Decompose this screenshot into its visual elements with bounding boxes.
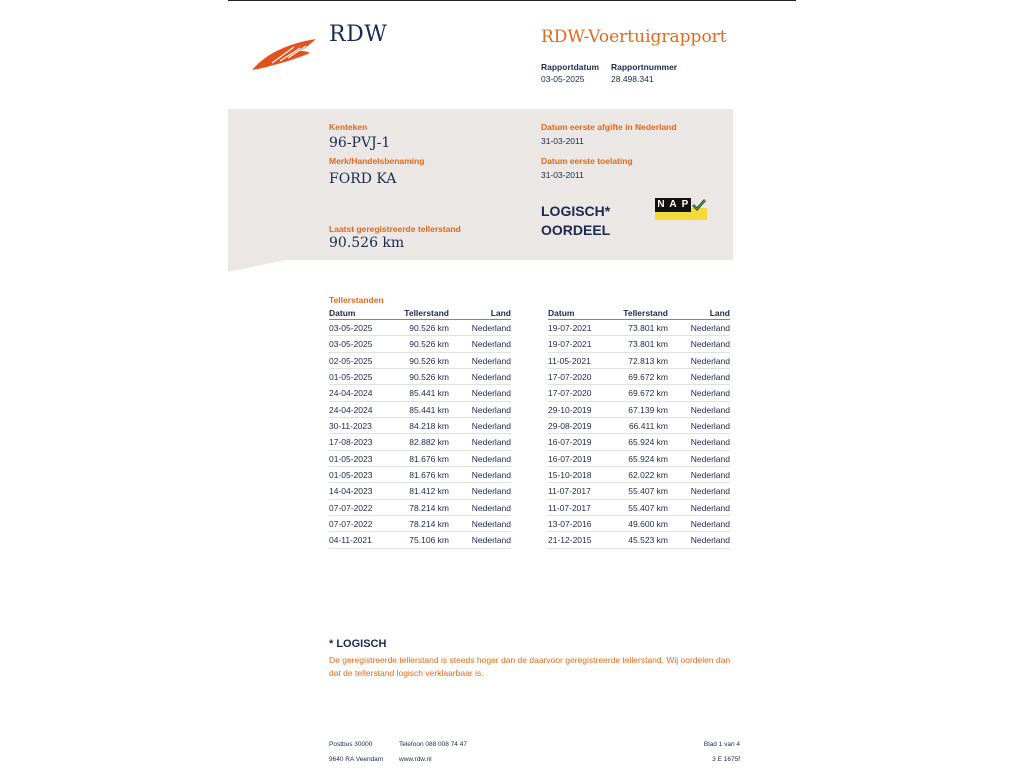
column-header-km: Tellerstand [623,308,668,318]
row-date: 29-08-2019 [548,421,592,432]
table-body-right [548,320,730,549]
first-admission-value: 31-03-2011 [541,170,584,180]
km-value: 90.526 km [329,235,405,251]
row-tellerstand: 67.139 km [628,404,668,415]
tellerstanden-table-right [548,308,730,549]
row-date: 02-05-2025 [329,355,373,366]
row-tellerstand: 73.801 km [628,323,668,333]
first-nl-value: 31-03-2011 [541,136,584,146]
report-number-label: Rapportnummer [611,62,678,72]
row-land: Nederland [471,404,511,415]
row-land: Nederland [690,388,730,399]
verdict-line-1: LOGISCH* [541,203,611,219]
verdict [541,202,610,240]
brand-name: RDW [329,22,388,47]
table-row [329,369,511,385]
nap-letter-a: A [667,198,679,212]
row-tellerstand: 75.106 km [409,535,449,546]
row-date: 24-04-2024 [329,404,373,415]
row-date: 17-07-2020 [548,388,592,399]
table-header [329,308,511,320]
row-land: Nederland [471,355,511,366]
row-date: 16-07-2019 [548,437,592,448]
row-land: Nederland [690,535,730,546]
row-land: Nederland [471,388,511,399]
table-row [548,483,730,499]
row-tellerstand: 55.407 km [628,486,668,497]
row-tellerstand: 69.672 km [628,372,668,383]
row-tellerstand: 55.407 km [628,502,668,513]
row-tellerstand: 81.676 km [409,470,449,481]
row-tellerstand: 84.218 km [409,421,449,432]
row-land: Nederland [471,421,511,432]
row-tellerstand: 82.882 km [409,437,449,448]
row-date: 11-07-2017 [548,486,591,497]
row-tellerstand: 62.022 km [628,470,668,481]
tellerstanden-table-left [329,308,511,549]
report-title: RDW-Voertuigrapport [541,27,727,47]
row-land: Nederland [471,519,511,530]
row-land: Nederland [690,339,730,350]
row-land: Nederland [690,470,730,481]
row-date: 15-10-2018 [548,470,592,481]
report-date: 03-05-2025 [541,74,585,84]
row-tellerstand: 81.676 km [409,453,449,464]
row-date: 07-07-2022 [329,502,373,513]
first-admission-label: Datum eerste toelating [541,156,633,166]
row-land: Nederland [471,372,511,383]
table-row [548,385,730,401]
table-row [329,532,511,548]
table-row [548,516,730,532]
verdict-line-2: OORDEEL [541,222,611,238]
row-land: Nederland [690,502,730,513]
row-date: 13-07-2016 [548,519,592,530]
checkmark-icon [691,197,707,213]
row-tellerstand: 81.412 km [409,486,449,497]
row-tellerstand: 69.672 km [628,388,668,399]
table-row [548,434,730,450]
row-land: Nederland [690,519,730,530]
column-header-date: Datum [329,308,356,318]
report-number: 28.498.341 [611,74,654,84]
km-label: Laatst geregistreerde tellerstand [329,224,461,234]
table-row [548,353,730,369]
row-land: Nederland [471,339,511,350]
nap-letter-n: N [655,198,667,212]
row-date: 29-10-2019 [548,404,592,415]
row-land: Nederland [471,453,511,464]
row-land: Nederland [690,404,730,415]
report-date-label: Rapportdatum [541,62,600,72]
table-row [329,434,511,450]
row-date: 17-08-2023 [329,437,373,448]
row-tellerstand: 90.526 km [409,339,449,350]
row-tellerstand: 66.411 km [628,421,668,432]
row-land: Nederland [471,486,511,497]
table-row [329,353,511,369]
row-tellerstand: 72.813 km [628,355,668,366]
kenteken-label: Kenteken [329,122,368,132]
row-land: Nederland [690,486,730,497]
logisch-text: De geregistreerde tellerstand is steeds hoger dan de daarvoor geregistreerde tellerstand. Wij oordelen dan dat de tellerstand logisch verklaarbaar is. [329,655,731,678]
row-date: 21-12-2015 [548,535,592,546]
table-row [548,336,730,352]
row-tellerstand: 90.526 km [409,372,449,383]
table-body-left [329,320,511,549]
row-tellerstand: 49.600 km [628,519,668,530]
row-tellerstand: 65.924 km [628,453,668,464]
table-row [329,483,511,499]
row-date: 01-05-2023 [329,453,373,464]
row-date: 01-05-2023 [329,470,373,481]
row-land: Nederland [690,355,730,366]
table-row [329,516,511,532]
row-date: 03-05-2025 [329,323,373,333]
row-tellerstand: 73.801 km [628,339,668,350]
footer-page: Blad 1 van 4 [703,741,740,748]
table-row [329,418,511,434]
summary-box-tail [228,259,291,272]
footer-postbus: Postbus 30000 [329,741,373,748]
table-row [329,336,511,352]
table-row [548,320,730,336]
row-tellerstand: 90.526 km [409,355,449,366]
logisch-title: * LOGISCH [329,638,387,650]
row-date: 11-05-2021 [548,355,591,366]
kenteken-value: 96-PVJ-1 [329,135,391,151]
row-date: 03-05-2025 [329,339,373,350]
table-header [548,308,730,320]
column-header-land: Land [709,308,730,318]
row-date: 16-07-2019 [548,453,592,464]
footer-address: 9640 RA Veendam [329,756,384,763]
footer-code: 3 E 1675f [712,756,740,763]
table-row [548,402,730,418]
row-date: 19-07-2021 [548,339,592,350]
table-row [329,385,511,401]
tellerstanden-title: Tellerstanden [329,295,384,305]
row-land: Nederland [690,323,730,333]
row-date: 01-05-2025 [329,372,373,383]
row-land: Nederland [471,323,511,333]
row-date: 07-07-2022 [329,519,373,530]
row-tellerstand: 78.214 km [409,519,449,530]
row-land: Nederland [471,502,511,513]
table-row [329,500,511,516]
table-row [548,369,730,385]
row-date: 24-04-2024 [329,388,373,399]
row-tellerstand: 85.441 km [409,404,449,415]
row-tellerstand: 65.924 km [628,437,668,448]
nap-letter-p: P [679,198,691,212]
row-land: Nederland [690,453,730,464]
row-land: Nederland [690,372,730,383]
row-date: 30-11-2023 [329,421,372,432]
merk-value: FORD KA [329,171,397,187]
row-date: 19-07-2021 [548,323,592,333]
table-row [548,467,730,483]
row-tellerstand: 45.523 km [628,535,668,546]
row-date: 04-11-2021 [329,535,372,546]
row-tellerstand: 85.441 km [409,388,449,399]
row-land: Nederland [690,437,730,448]
merk-label: Merk/Handelsbenaming [329,156,425,166]
row-date: 17-07-2020 [548,372,592,383]
table-row [548,500,730,516]
table-row [329,467,511,483]
column-header-land: Land [490,308,511,318]
table-row [329,402,511,418]
row-date: 11-07-2017 [548,502,591,513]
nap-badge [655,198,707,220]
table-row [329,451,511,467]
table-row [329,320,511,336]
row-tellerstand: 90.526 km [409,323,449,333]
top-rule [228,0,796,1]
row-land: Nederland [471,470,511,481]
footer-phone: Telefoon 088 008 74 47 [399,741,467,748]
column-header-date: Datum [548,308,575,318]
rdw-logo-icon [250,36,320,72]
row-date: 14-04-2023 [329,486,373,497]
table-row [548,418,730,434]
first-nl-label: Datum eerste afgifte in Nederland [541,122,677,132]
footer-website[interactable]: www.rdw.nl [399,756,432,763]
row-land: Nederland [690,421,730,432]
column-header-km: Tellerstand [404,308,449,318]
row-tellerstand: 78.214 km [409,502,449,513]
table-row [548,532,730,548]
row-land: Nederland [471,535,511,546]
row-land: Nederland [471,437,511,448]
table-row [548,451,730,467]
